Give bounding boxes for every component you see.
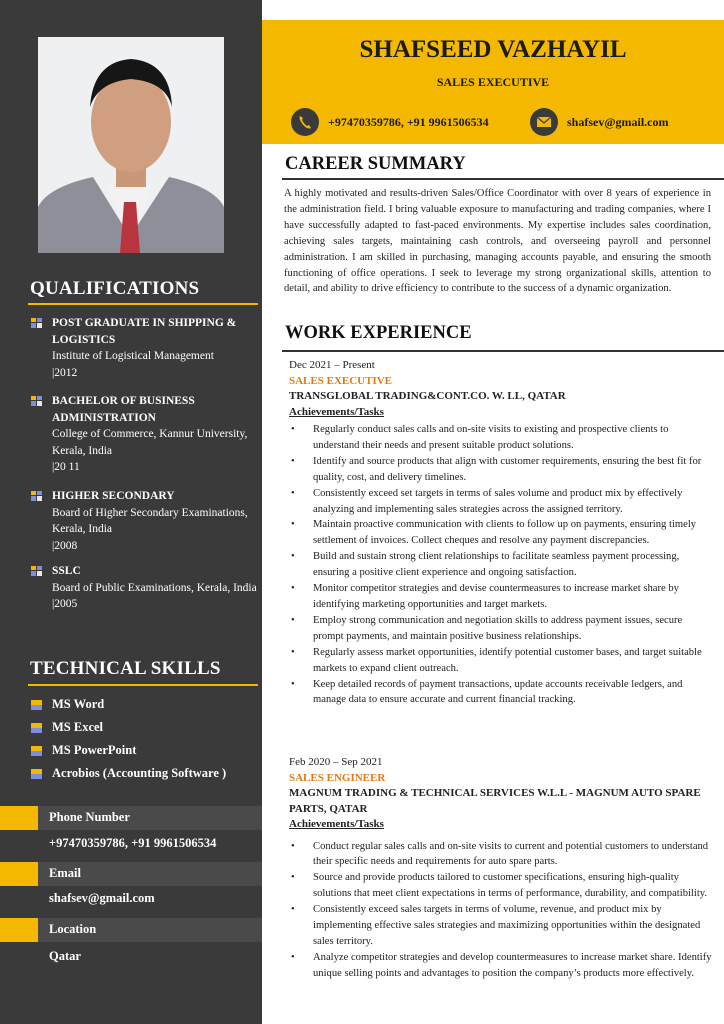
skill-label: MS PowerPoint	[52, 743, 137, 757]
qualification-year: |2008	[52, 539, 78, 552]
job-title: SALES EXECUTIVE	[289, 374, 393, 387]
qualification-item	[52, 315, 257, 381]
task-item: • Regularly assess market opportunities, identify potential customer bases, and target suitable markets to expand client outreach.	[289, 645, 714, 677]
graduation-icon	[31, 566, 42, 576]
email-label: Email	[49, 866, 81, 880]
person-name: SHAFSEED VAZHAYIL	[359, 36, 627, 63]
job-period: Dec 2021 – Present	[289, 359, 375, 371]
skills-divider	[28, 684, 258, 686]
qualification-institute: Institute of Logistical Management	[52, 350, 214, 362]
phone-icon	[291, 108, 319, 136]
skill-bullet-icon	[31, 746, 42, 756]
location-value: Qatar	[49, 949, 81, 963]
task-item: • Monitor competitor strategies and devise countermeasures to increase market share by identifying marketing opportunities and target markets.	[289, 581, 714, 613]
job-title: SALES ENGINEER	[289, 771, 386, 784]
sidebar	[0, 0, 262, 1024]
skill-bullet-icon	[31, 769, 42, 779]
task-item: • Employ strong communication and negotiation skills to address payment issues, secure prompt payments, and maintain positive business relationships.	[289, 613, 714, 645]
skill-item	[52, 720, 103, 735]
work-experience-heading: WORK EXPERIENCE	[285, 323, 472, 343]
qualifications-heading: QUALIFICATIONS	[30, 278, 200, 299]
career-summary-heading: CAREER SUMMARY	[285, 154, 466, 174]
qualification-institute: College of Commerce, Kannur University, Kerala, India	[52, 428, 248, 457]
qualification-item	[52, 488, 257, 554]
job-entry	[289, 358, 714, 708]
qualification-item	[52, 393, 257, 476]
task-item: • Consistently exceed sales targets in terms of volume, revenue, and product mix by implementing effective sales strategies and maximizing opportunities within the designated sales territory.	[289, 902, 714, 950]
skill-label: MS Word	[52, 697, 105, 711]
job-entry	[289, 755, 714, 982]
profile-photo	[38, 37, 224, 253]
task-list	[289, 422, 714, 708]
achievements-label: Achievements/Tasks	[289, 405, 384, 418]
task-item: • Analyze competitor strategies and develop countermeasures to increase market share. Identify unique selling points and advantages to position the company’s products more effectively.	[289, 950, 714, 982]
work-experience-divider	[282, 350, 724, 352]
skill-bullet-icon	[31, 723, 42, 733]
graduation-icon	[31, 396, 42, 406]
task-item: • Identify and source products that align with customer requirements, ensuring the best fit for quality, cost, and delivery timelines.	[289, 454, 714, 486]
job-company: TRANSGLOBAL TRADING&CONT.CO. W. LL, QATAR	[289, 390, 566, 402]
skill-label: MS Excel	[52, 720, 104, 734]
qualification-title: POST GRADUATE IN SHIPPING & LOGISTICS	[52, 317, 237, 346]
qualification-item	[52, 563, 257, 613]
skill-item	[52, 697, 104, 712]
graduation-icon	[31, 491, 42, 501]
location-label: Location	[49, 922, 97, 936]
job-period: Feb 2020 – Sep 2021	[289, 756, 383, 768]
email-icon	[530, 108, 558, 136]
task-item: • Keep detailed records of payment transactions, update accounts receivable ledgers, and manage data to ensure accurate and current financial tracking.	[289, 677, 714, 709]
email-label-bar	[0, 862, 262, 886]
email-value: shafsev@gmail.com	[49, 891, 155, 905]
skill-label: Acrobios (Accounting Software )	[52, 766, 227, 780]
task-item: • Conduct regular sales calls and on-site visits to current and potential customers to understand their specific needs and requirements for auto spare parts.	[289, 839, 714, 871]
skill-item	[52, 743, 136, 758]
career-summary-divider	[282, 178, 724, 180]
task-item: • Build and sustain strong client relationships to facilitate seamless payment processing, ensuring a positive client experience and ongoing satisfaction.	[289, 549, 714, 581]
qualification-year: |20 11	[52, 461, 80, 473]
task-list	[289, 839, 714, 982]
job-company: MAGNUM TRADING & TECHNICAL SERVICES W.L.L - MAGNUM AUTO SPARE PARTS, QATAR	[289, 787, 701, 815]
header-phone: +97470359786, +91 9961506534	[328, 115, 489, 129]
task-item: • Source and provide products tailored to customer specifications, ensuring high-quality solutions that meet client expectations in terms of performance, durability, and compatibility.	[289, 870, 714, 902]
skills-heading: TECHNICAL SKILLS	[30, 658, 221, 679]
phone-label: Phone Number	[49, 810, 130, 824]
header-banner	[262, 20, 724, 144]
qualification-title: BACHELOR OF BUSINESS ADMINISTRATION	[52, 395, 195, 424]
graduation-icon	[31, 318, 42, 328]
person-role: SALES EXECUTIVE	[436, 75, 550, 89]
skill-item	[52, 766, 226, 781]
qualification-institute: Board of Higher Secondary Examinations, Kerala, India	[52, 506, 248, 535]
phone-label-bar	[0, 806, 262, 830]
location-label-bar	[0, 918, 262, 942]
task-item: • Maintain proactive communication with clients to follow up on payments, ensuring timely settlement of invoices. Collect cheques and resolve any payment discrepancies.	[289, 517, 714, 549]
qualification-institute: Board of Public Examinations, Kerala, India	[52, 581, 257, 594]
career-summary-text: A highly motivated and results-driven Sales/Office Coordinator with over 8 years of experience in the administration field. I bring valuable exposure to manufacturing and trading companies, where I have successfully adapted to fast-paced environments. My expertise includes sales coordination, achieving sales targets, maintaining cash controls, and overseeing payroll and personnel administration. I am skilled in purchasing, managing accounts payable, and ensuring the smooth functioning of office operations. I seek to leverage my strong organizational skills, attention to detail, and ability to drive efficiency to contribute to the success of a dynamic organization.	[284, 188, 711, 295]
qualification-title: HIGHER SECONDARY	[52, 490, 175, 502]
achievements-label: Achievements/Tasks	[289, 818, 384, 830]
task-item: • Regularly conduct sales calls and on-site visits to existing and prospective clients to understand their needs and present suitable product solutions.	[289, 422, 714, 454]
qualification-year: |2012	[52, 366, 78, 379]
qualifications-divider	[28, 303, 258, 305]
task-item: • Consistently exceed set targets in terms of sales volume and product mix by effectively analyzing and implementing sales strategies across the assigned territory.	[289, 486, 714, 518]
qualification-title: SSLC	[52, 565, 81, 577]
qualification-year: |2005	[52, 598, 78, 610]
phone-value: +97470359786, +91 9961506534	[49, 836, 217, 850]
profile-photo-image	[38, 37, 224, 253]
header-email: shafsev@gmail.com	[567, 115, 669, 129]
skill-bullet-icon	[31, 700, 42, 710]
